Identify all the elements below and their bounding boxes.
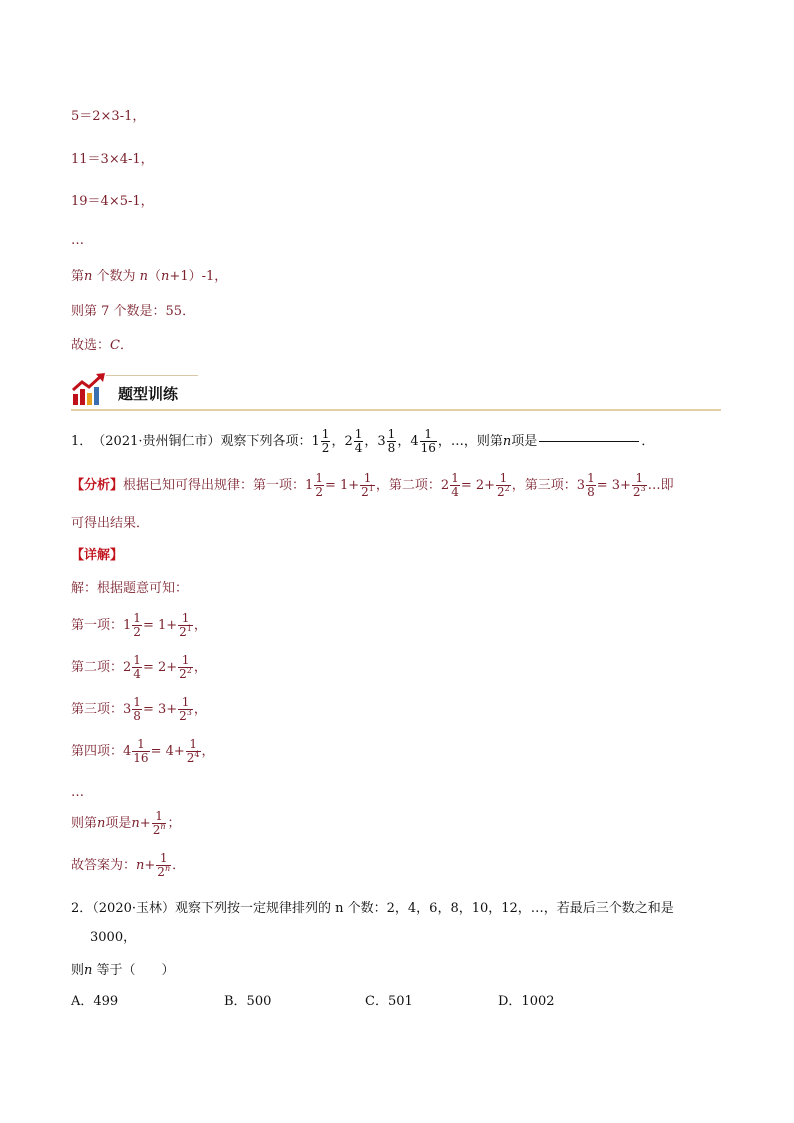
prev-line-1: 5＝2×3-1， [71, 109, 146, 124]
q1-conclusion: 则第 n 项是 n + $\frac{1}{2^n}$ ； [71, 809, 181, 837]
q1-dots: … [71, 785, 84, 800]
q1-item-2: 第二项： 2 $\frac{1}{4}$ = 2+ $\frac{1}{2^2}$ ， [71, 653, 207, 681]
prev-line-3: 19＝4×5-1， [71, 194, 154, 209]
q1-analysis-cont: 可得出结果． [71, 516, 150, 531]
q2-option-a[interactable]: A．499 [71, 994, 119, 1009]
q2-stem-line2: 3000， [90, 930, 137, 945]
q2-option-d[interactable]: D．1002 [498, 994, 555, 1009]
q2-stem-line1: 2．（2020·玉林）观察下列按一定规律排列的 n 个数：2，4，6，8，10，12，…，若最后三个数之和是 [71, 901, 674, 916]
q1-answer: 故答案为： n + $\frac{1}{2^n}$ ． [71, 851, 186, 879]
section-header-icon [71, 372, 107, 406]
q1-item-1: 第一项： 1 $\frac{1}{2}$ = 1+ $\frac{1}{2^1}$ ， [71, 611, 207, 639]
prev-line-5: 第n 个数为 n（n+1）-1， [71, 269, 228, 284]
q1-analysis: 【分析】 根据已知可得出规律：第一项： 1 $\frac{1}{2}$ = 1+ $\frac{1}{2^1}$ ，第二项： 2 $\frac{1}{4}$ = 2+ $\frac{1}{2^2}$ ，第三项： 3 $\frac{1}{8}$ = 3+ $\frac{1}{2^3}$ …即 [71, 471, 674, 499]
q1-item-3: 第三项： 3 $\frac{1}{8}$ = 3+ $\frac{1}{2^3}$ ， [71, 695, 207, 723]
prev-line-6: 则第 7 个数是：55． [71, 304, 196, 319]
q1-item-4: 第四项： 4 $\frac{1}{16}$ = 4+ $\frac{1}{2^4}$ ， [71, 737, 215, 765]
q2-option-b[interactable]: B．500 [224, 994, 272, 1009]
answer-blank[interactable] [539, 441, 639, 442]
prev-line-7: 故选：C． [71, 338, 133, 353]
prev-line-2: 11＝3×4-1， [71, 152, 154, 167]
q2-option-c[interactable]: C．501 [365, 994, 413, 1009]
section-title: 题型训练 [118, 385, 179, 403]
section-header-topline [106, 375, 198, 376]
prev-line-4: … [71, 233, 84, 248]
section-divider [71, 409, 721, 411]
q1-detail-label: 【详解】 [71, 548, 124, 563]
q1-stem: 1． （2021·贵州铜仁市） 观察下列各项： 1 $\frac{1}{2}$ ， 2 $\frac{1}{4}$ ， 3 $\frac{1}{8}$ ， 4 $\frac{1}{16}$ ，…， 则第 n 项是 ． [71, 427, 655, 455]
q1-sol-intro: 解：根据题意可知： [71, 581, 189, 596]
q2-stem-line3: 则n 等于（ ） [71, 963, 175, 978]
